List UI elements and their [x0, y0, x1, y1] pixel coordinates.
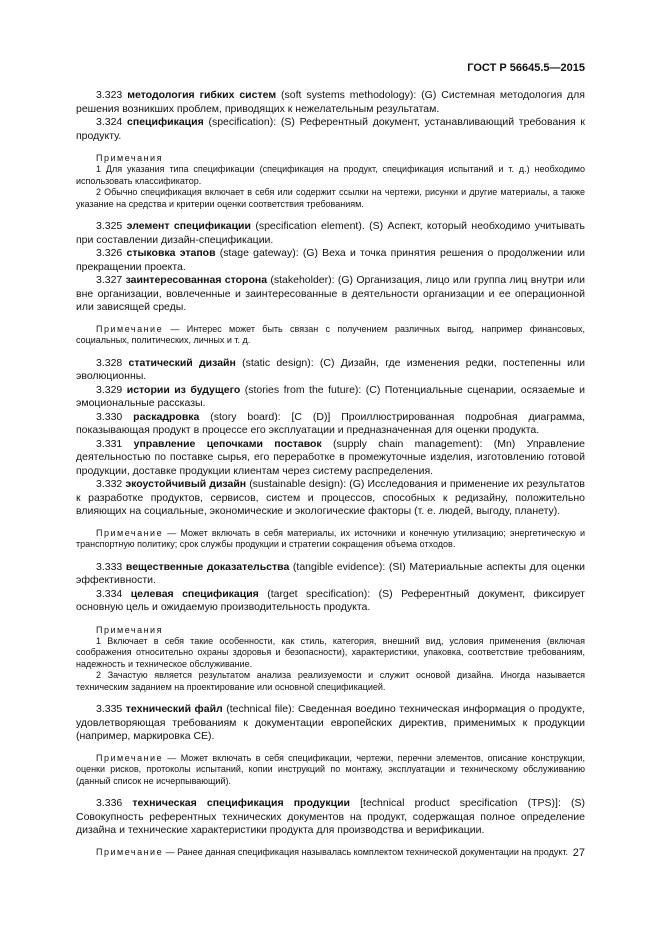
entry-definition: (stories from the future): (C) Потенциальные сценарии, осязаемые и эмоциональные рассказы.: [76, 383, 585, 409]
standard-header: ГОСТ Р 56645.5—2015: [467, 62, 585, 74]
entry-term: стыковка этапов: [126, 247, 216, 259]
entry-3-331: [76, 438, 585, 479]
entry-term: управление цепочками поставок: [133, 437, 322, 450]
note-lead: Примечание: [96, 752, 164, 763]
note-3-332: [76, 528, 585, 551]
entry-definition: (supply chain management): (Mn) Управление деятельностью по поставке сырья, его переработке в промежуточные изделия, изготовлению готовой продукции, доставке продукции клиентам через систему распределения.: [76, 437, 585, 477]
entry-number: 3.328: [96, 356, 123, 369]
entry-number: 3.326: [96, 247, 123, 259]
entry-3-323: [76, 89, 585, 116]
entry-definition: (specification element). (S) Аспект, который необходимо учитывать при составлении дизайн-спецификации.: [76, 220, 586, 246]
entry-3-335: [76, 703, 585, 744]
page-content: [76, 89, 585, 868]
note-item: [76, 528, 585, 551]
note-lead: Примечание: [96, 323, 164, 334]
entry-term: вещественные доказательства: [125, 560, 290, 573]
note-3-336: [76, 847, 585, 859]
note-item: [76, 324, 585, 347]
note-text: — Может включать в себя спецификации, чертежи, перечни элементов, описание конструкции, оценки рисков, протоколы испытаний, копии инструкций по монтажу, эксплуатации и техническому обслуживанию (данный список не исчерпывающий).: [76, 752, 585, 786]
note-item: [76, 753, 585, 788]
notes-3-324: [76, 152, 585, 210]
note-text: — Интерес может быть связан с получением различных выгод, например финансовых, социальных, политических, личных и т. д.: [76, 323, 585, 345]
entry-term: методология гибких систем: [127, 89, 277, 101]
entry-definition: (sustainable design): (G) Исследования и применение их результатов к разработке продуктов, сервисов, систем и процессов, способных к редизайну, положительно влияющих на социальные, экономические и экологические факторы (т. е. людей, выгоду, планету).: [76, 478, 585, 517]
entry-term: экоустойчивый дизайн: [125, 478, 247, 490]
notes-title: Примечания: [96, 624, 163, 635]
entry-term: элемент спецификации: [126, 220, 251, 232]
entry-number: 3.324: [96, 116, 123, 128]
entry-term: истории из будущего: [126, 383, 241, 396]
entry-term: заинтересованная сторона: [125, 274, 268, 286]
entry-number: 3.325: [96, 220, 123, 232]
notes-3-334: [76, 624, 585, 694]
entry-term: техническая спецификация продукции: [132, 797, 350, 809]
entry-3-334: [76, 588, 585, 615]
entry-term: целевая спецификация: [130, 587, 259, 600]
note-3-327: [76, 324, 585, 347]
entry-3-329: [76, 384, 585, 411]
entry-term: технический файл: [125, 703, 223, 715]
entry-3-326: [76, 247, 585, 274]
entry-definition: (specification): (S) Референтный документ, устанавливающий требования к продукту.: [76, 116, 585, 142]
entry-definition: (stakeholder): (G) Организация, лицо или группа лиц внутри или вне организации, вовлеченные и заинтересованные в деятельности организации и ее операционной или зависящей среды.: [76, 274, 585, 313]
entry-number: 3.323: [96, 89, 123, 101]
note-3-335: [76, 753, 585, 788]
entry-3-325: [76, 220, 585, 247]
note-lead: Примечание: [96, 846, 164, 857]
entry-3-333: [76, 561, 585, 588]
entry-term: статический дизайн: [128, 356, 236, 369]
note-item: 2 Обычно спецификация включает в себя или содержит ссылки на чертежи, рисунки и другие материалы, а также указание на средства и критерии оценки соответствия требованиям.: [76, 187, 585, 209]
entry-3-332: [76, 478, 585, 519]
entry-number: 3.333: [96, 560, 123, 573]
page-number: 27: [572, 847, 585, 859]
entry-definition: (technical file): Сведенная воедино техническая информация о продукте, удовлетворяющая требованиям к документации европейских директив, применимых к продукции (например, маркировка CE).: [76, 703, 585, 742]
note-item: 1 Включает в себя такие особенности, как стиль, категория, внешний вид, условия применения (включая соображения относительно охраны здоровья и безопасности), характеристики, упаковка, соответствие требованиям, надежность и техническое обслуживание.: [76, 635, 585, 669]
entry-term: раскадровка: [133, 410, 200, 423]
note-lead: Примечание: [96, 527, 164, 538]
entry-number: 3.332: [96, 478, 123, 490]
entry-number: 3.327: [96, 274, 123, 286]
note-text: — Может включать в себя материалы, их источники и конечную утилизацию; энергетическую и транспортную политику; срок службы продукции и стратегии сокращения объема отходов.: [76, 527, 585, 549]
entry-number: 3.335: [96, 703, 123, 715]
entry-number: 3.329: [96, 383, 123, 396]
entry-number: 3.336: [96, 797, 123, 809]
note-item: 1 Для указания типа спецификации (спецификация на продукт, спецификация испытаний и т. д.) необходимо использовать классификатор.: [76, 164, 585, 186]
entry-number: 3.334: [96, 587, 123, 600]
entry-definition: (soft systems methodology): (G) Системная методология для решения возникших проблем, приводящих к нежелательным результатам.: [76, 89, 585, 115]
entry-3-336: [76, 797, 585, 838]
entry-definition: [technical product specification (TPS)]: (S) Совокупность референтных технических документов на продукт, содержащая полное определение дизайна и технические характеристики продукта для производства и верификации.: [76, 797, 585, 836]
note-item: [76, 847, 585, 859]
entry-definition: (static design): (C) Дизайн, где изменения редки, постепенны или эволюционны.: [76, 356, 585, 382]
entry-3-330: [76, 411, 585, 438]
entry-number: 3.330: [96, 410, 123, 423]
note-item: 2 Зачастую является результатом анализа реализуемости и служит основой дизайна. Иногда называется техническим заданием на проектирование или основной спецификацией.: [76, 670, 585, 692]
note-text: — Ранее данная спецификация называлась комплектом технической документации на продукт.: [163, 846, 569, 857]
entry-3-328: [76, 357, 585, 384]
entry-term: спецификация: [127, 116, 204, 128]
entry-definition: (stage gateway): (G) Веха и точка принятия решения о продолжении или прекращении проекта.: [76, 247, 586, 273]
entry-definition: (tangible evidence): (SI) Материальные аспекты для оценки эффективности.: [76, 560, 585, 586]
entry-number: 3.331: [96, 437, 123, 450]
entry-3-327: [76, 274, 585, 315]
entry-3-324: [76, 116, 585, 143]
entry-definition: (target specification): (S) Референтный документ, фиксирует основную цель и ожидаемую производительность продукта.: [76, 587, 585, 613]
notes-title: Примечания: [96, 153, 163, 163]
entry-definition: (story board): [C (D)] Проиллюстрированная подробная диаграмма, показывающая продукт в процессе его эксплуатации и предназначенная для оценки продукта.: [76, 410, 585, 436]
